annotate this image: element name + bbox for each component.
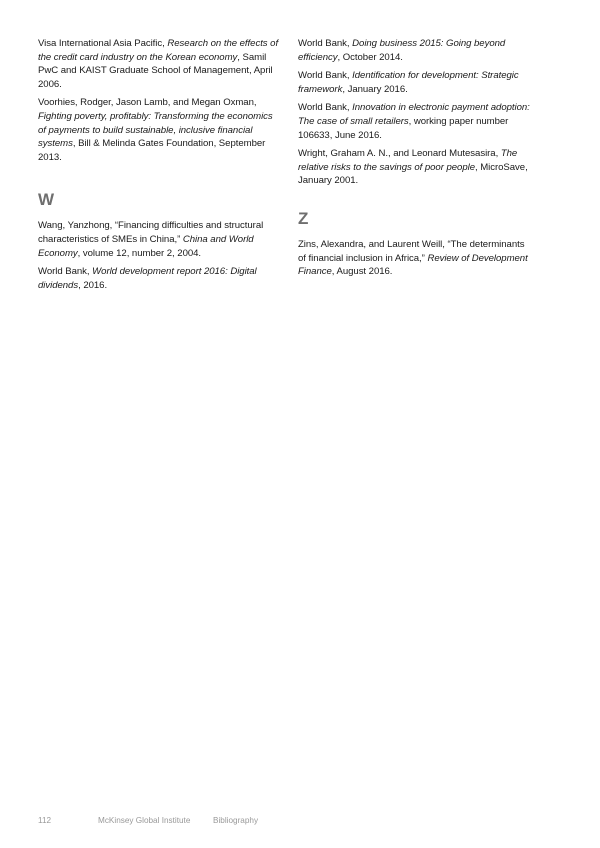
entry-title: Review of Development Finance [298, 252, 528, 278]
bibliography-entry-zins: Zins, Alexandra, and Laurent Weill, “The determinants of financial inclusion in Africa,” Review of Development Finance, August 2016. [298, 238, 528, 278]
bibliography-entry-wright: Wright, Graham A. N., and Leonard Mutesasira, The relative risks to the savings of poor people, MicroSave, January 2001. [298, 148, 528, 187]
left-column [38, 37, 282, 297]
section-letter-z: Z [298, 208, 309, 228]
entry-title: Doing business 2015: Going beyond efficiency [298, 38, 506, 63]
entry-title: Research on the effects of the credit card industry on the Korean economy [38, 38, 279, 63]
bibliography-entry-world-bank-wdr: World Bank, World development report 2016: Digital dividends, 2016. [38, 266, 257, 291]
page-footer [38, 816, 258, 825]
right-column [298, 37, 534, 284]
entry-title: World development report 2016: Digital dividends [38, 266, 257, 291]
entry-title: The relative risks to the savings of poor people [298, 148, 518, 173]
bibliography-entry-voorhies: Voorhies, Rodger, Jason Lamb, and Megan Oxman, Fighting poverty, profitably: Transforming the economics of payments to build sustainable, inclusive financial systems, Bill & Melinda Gates Foundation, September 2013. [38, 97, 273, 163]
entry-title: Innovation in electronic payment adoption: The case of small retailers [298, 102, 530, 127]
bibliography-entry-world-bank-innovation: World Bank, Innovation in electronic payment adoption: The case of small retailers, working paper number 106633, June 2016. [298, 102, 530, 141]
page-number: 112 [38, 816, 52, 825]
bibliography-entry-wang: Wang, Yanzhong, “Financing difficulties and structural characteristics of SMEs in China,” China and World Economy, volume 12, number 2, 2004. [38, 220, 264, 259]
section-letter-w: W [38, 190, 55, 210]
bibliography-entry-world-bank-doing-business: World Bank, Doing business 2015: Going beyond efficiency, October 2014. [298, 38, 506, 63]
footer-organization: McKinsey Global Institute [98, 816, 191, 825]
footer-section: Bibliography [213, 816, 259, 825]
entry-title: China and World Economy [38, 233, 254, 259]
entry-title: Identification for development: Strategic framework [298, 70, 519, 95]
entry-title: Fighting poverty, profitably: Transforming the economics of payments to build sustainable, inclusive financial systems [38, 110, 273, 150]
bibliography-entry-visa: Visa International Asia Pacific, Research on the effects of the credit card industry on the Korean economy, Samil PwC and KAIST Graduate School of Management, April 2006. [38, 38, 279, 90]
bibliography-entry-world-bank-identification: World Bank, Identification for development: Strategic framework, January 2016. [298, 70, 519, 95]
